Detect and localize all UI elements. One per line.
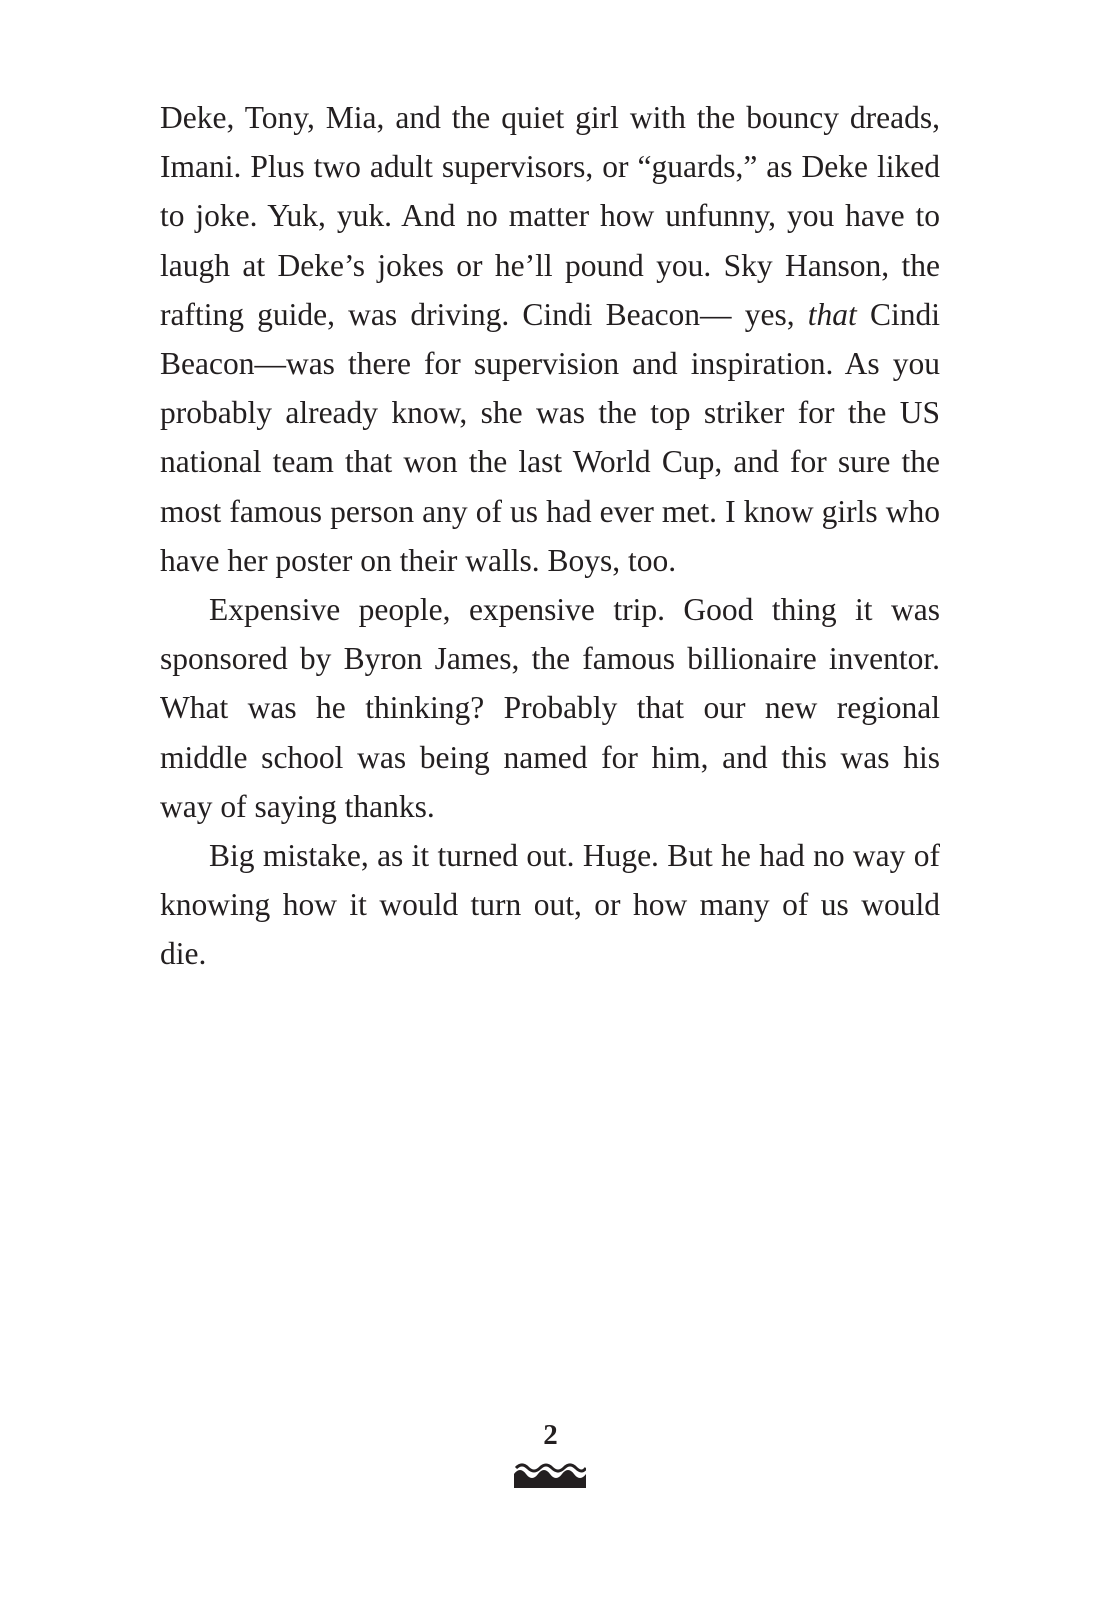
text-segment: Cindi Beacon—was there for supervision and inspiration. As you probably already know, she was the top striker for the US national team that won the last World Cup, and for sure the most famous person any of us had ever met. I know girls who have her poster on their walls. Boys, too. [160,296,941,578]
text-segment: Deke, Tony, Mia, and the quiet girl with the bouncy dreads, Imani. Plus two adult supervisors, or “guards,” as Deke liked to joke. Yuk, yuk. And no matter how unfunny, you have to laugh at Deke’s jokes or he’ll pound you. Sky Hanson, the rafting guide, was driving. Cindi Beacon— yes, [160,100,940,332]
paragraph [160,585,940,831]
text-segment: Big mistake, as it turned out. Huge. But he had no way of knowing how it would turn out, or how many of us would die. [160,838,940,972]
paragraph [160,831,940,979]
body-text [160,93,940,979]
page-number: 2 [543,1419,558,1451]
wave-icon [514,1462,586,1488]
italic-text-segment: that [807,296,857,332]
text-segment: Expensive people, expensive trip. Good thing it was sponsored by Byron James, the famous billionaire inventor. What was he thinking? Probably that our new regional middle school was being named for him, and this was his way of saying thanks. [160,592,940,824]
paragraph [160,93,940,585]
